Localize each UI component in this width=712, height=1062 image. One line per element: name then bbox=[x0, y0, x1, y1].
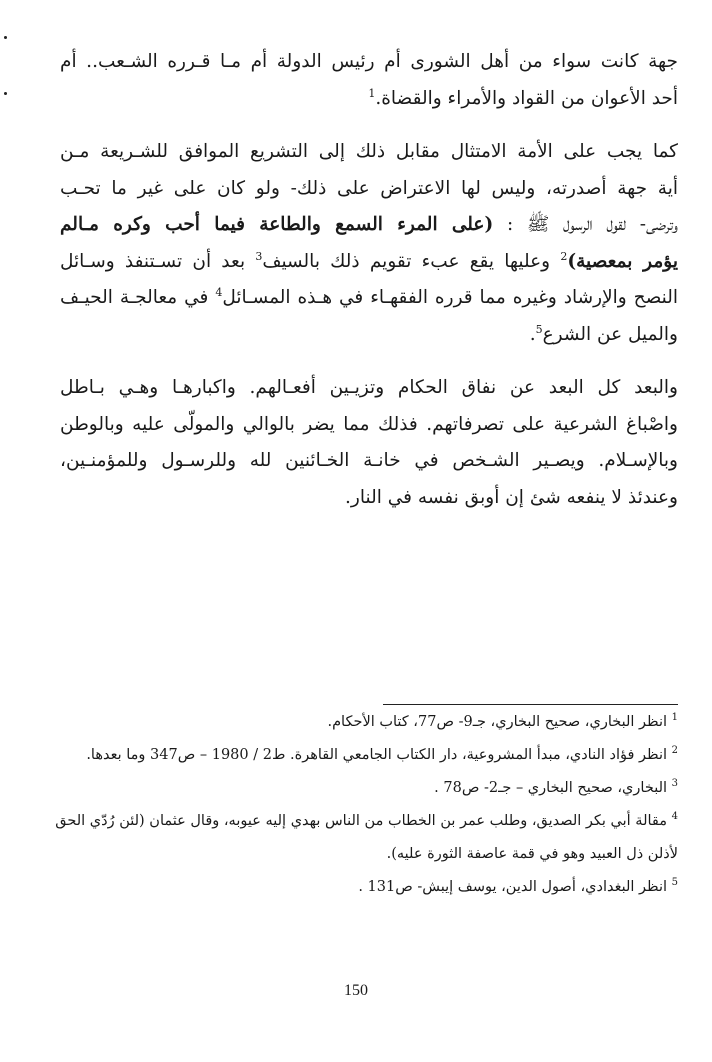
footnote-number: 3 bbox=[671, 778, 678, 790]
line-text: والميل عن الشرع bbox=[542, 323, 678, 345]
footnote-number: 5 bbox=[671, 877, 678, 889]
line-text: وترضى- لقول الرسول ﷺ : bbox=[493, 214, 678, 235]
paragraph-1 bbox=[60, 44, 678, 117]
footnote-text: البخاري، صحيح البخاري – جـ2- ص78 . bbox=[434, 780, 668, 796]
line-text: وعليها يقع عبء تقويم ذلك بالسيف bbox=[262, 250, 561, 272]
text-line: أية جهة أصدرته، وليس لها الاعتراض على ذلك- ولو كان على غير ما تحـب bbox=[60, 177, 678, 199]
margin-dot bbox=[4, 36, 7, 39]
footnote-ref: 1 bbox=[368, 86, 376, 100]
footnote-number: 2 bbox=[671, 745, 678, 757]
line-text: النصح والإرشاد وغيره مما قرره الفقهـاء في هـذه المسـائل bbox=[222, 287, 678, 308]
footnotes bbox=[55, 706, 678, 904]
footnote bbox=[55, 871, 678, 904]
text-line: وبالإسـلام. ويصـير الشـخص في خانـة الخـائنين لله وللرسـول وللمؤمنـين، bbox=[60, 450, 678, 471]
footnote bbox=[55, 739, 678, 772]
footnote-text: انظر البغدادي، أصول الدين، يوسف إيبش- ص131 . bbox=[358, 879, 668, 895]
footnote bbox=[55, 772, 678, 805]
text-line: كما يجب على الأمة الامتثال مقابل ذلك إلى التشريع الموافق للشـريعة مـن bbox=[60, 141, 678, 162]
footnote-text: انظر فؤاد النادي، مبدأ المشروعية، دار الكتاب الجامعي القاهرة. ط2 / 1980 – ص347 وما بعدها. bbox=[86, 747, 668, 763]
footnote-ref: 2 bbox=[560, 249, 568, 263]
footnote bbox=[55, 706, 678, 739]
text-line bbox=[60, 81, 678, 118]
footnote-ref: 5 bbox=[535, 322, 543, 336]
paragraph-3 bbox=[60, 370, 678, 516]
paragraph-2 bbox=[60, 134, 678, 353]
footnote-text: انظر البخاري، صحيح البخاري، جـ9- ص77، كتاب الأحكام. bbox=[327, 714, 668, 730]
body-text bbox=[60, 44, 678, 516]
footnote bbox=[55, 805, 678, 871]
hadith-quote: (على المرء السمع والطاعة فيما أحب وكره مـالم bbox=[60, 214, 494, 235]
text-line bbox=[60, 317, 678, 354]
footnote-number: 4 bbox=[671, 811, 678, 823]
text-line: واصْباغ الشرعية على تصرفاتهم. فذلك مما يضر بالوالي والمولّى عليه وبالوطن bbox=[60, 413, 678, 435]
margin-dot bbox=[4, 92, 7, 95]
footnote-ref: 3 bbox=[255, 249, 263, 263]
footnote-number: 1 bbox=[671, 712, 678, 724]
text-line: والبعد كل البعد عن نفاق الحكام وتزيـين أفعـالهم. واكبارهـا وهـي بـاطل bbox=[60, 377, 678, 398]
text-line bbox=[60, 207, 678, 244]
footnote-separator bbox=[383, 704, 678, 705]
text-line: وعندئذ لا ينفعه شئ إن أوبق نفسه في النار. bbox=[345, 486, 678, 508]
line-text: . bbox=[529, 323, 536, 345]
text-line bbox=[60, 244, 678, 281]
line-text: أحد الأعوان من القواد والأمراء والقضاة. bbox=[375, 87, 678, 109]
hadith-quote: يؤمر بمعصية) bbox=[567, 250, 678, 272]
line-text: بعد أن تسـتنفذ وسـائل bbox=[60, 250, 256, 272]
footnote-text: مقالة أبي بكر الصديق، وطلب عمر بن الخطاب من الناس بهدي إليه عيوبه، وقال عثمان (لئن رُدّي الحق لأذلن ذل العبيد وهو في قمة عاصفة الثورة عليه). bbox=[55, 813, 678, 862]
text-line: جهة كانت سواء من أهل الشورى أم رئيس الدولة أم مـا قـرره الشـعب.. أم bbox=[60, 51, 678, 72]
page-number: 150 bbox=[344, 982, 368, 999]
line-text: في معالجـة الحيـف bbox=[60, 287, 216, 308]
text-line bbox=[60, 280, 678, 317]
footnote-ref: 4 bbox=[215, 285, 223, 299]
